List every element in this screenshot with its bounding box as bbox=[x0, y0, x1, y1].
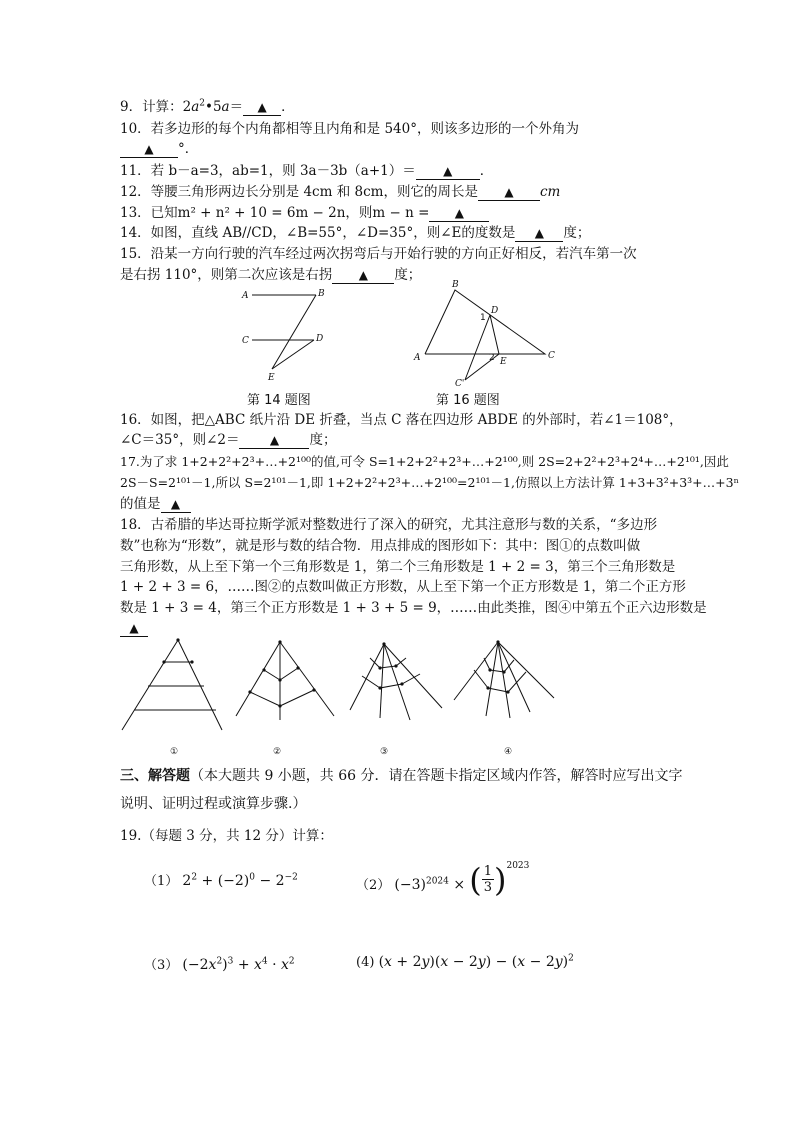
figure-16-caption: 第 16 题图 bbox=[436, 393, 500, 408]
answer-blank-13[interactable]: ▲ bbox=[429, 206, 489, 222]
fig14-label-e: E bbox=[268, 373, 275, 383]
fig16-angle-2: 2 bbox=[489, 353, 495, 363]
answer-blank-9[interactable]: ▲ bbox=[243, 100, 281, 116]
answer-blank-16[interactable]: ▲ bbox=[239, 433, 309, 449]
answer-blank-11[interactable]: ▲ bbox=[416, 164, 480, 180]
fig16-label-d: D bbox=[491, 306, 499, 316]
figure-16 bbox=[405, 278, 565, 390]
question-14: 14．如图，直线 AB//CD，∠B=55°，∠D=35°，则∠E的度数是 ▲ 度； bbox=[120, 225, 591, 241]
figure-14 bbox=[230, 284, 340, 384]
fig18-label-2: ② bbox=[273, 747, 282, 757]
question-16: 16．如图，把△ABC 纸片沿 DE 折叠，当点 C 落在四边形 ABDE 的外部时，若∠1＝108°， bbox=[120, 412, 683, 428]
question-18-line5: 数是 1 + 3 = 4，第三个正方形数是 1 + 3 + 5 = 9，……由此类推，图④中第五个正六边形数是 bbox=[120, 600, 707, 616]
question-19-part-2: （2） $(-3)^{2024}$ × ( $\frac{1}{3}$ )$^{2023}$ bbox=[356, 860, 530, 899]
question-18-line3: 三角形数，从上至下第一个三角形数是 1，第二个三角形数是 1 + 2 = 3，第三个三角形数是 bbox=[120, 559, 676, 575]
figure-18 bbox=[118, 636, 568, 762]
fig18-label-3: ③ bbox=[380, 747, 389, 757]
figure-14-caption: 第 14 题图 bbox=[247, 393, 311, 408]
question-16-line2: ∠C＝35°，则∠2＝ ▲ 度； bbox=[120, 432, 337, 448]
fig18-square bbox=[236, 642, 334, 720]
question-12: 12．等腰三角形两边长分别是 4cm 和 8cm，则它的周长是 ▲ cm bbox=[120, 184, 561, 200]
answer-blank-15[interactable]: ▲ bbox=[332, 268, 394, 284]
question-17-line3: 的值是 ▲ bbox=[120, 495, 191, 513]
question-18-line6 bbox=[120, 619, 148, 637]
question-13: 13．已知m² + n² + 10 = 6m − 2n，则m − n = ▲ bbox=[120, 204, 489, 222]
section-3-heading: 三、解答题（本大题共 9 小题，共 66 分．请在答题卡指定区域内作答，解答时应写出文字 bbox=[120, 768, 683, 784]
answer-blank-17[interactable]: ▲ bbox=[161, 497, 191, 513]
fig16-label-c: C bbox=[548, 351, 555, 361]
fig14-label-d: D bbox=[316, 334, 324, 344]
fig16-label-e: E bbox=[500, 357, 507, 367]
question-18-line2: 数”也称为“形数”，就是形与数的结合物．用点排成的图形如下：其中：图①的点数叫做 bbox=[120, 538, 641, 554]
question-19-title: 19.（每题 3 分，共 12 分）计算： bbox=[120, 828, 333, 844]
section-3-desc: 说明、证明过程或演算步骤.） bbox=[120, 796, 307, 812]
fig18-label-4: ④ bbox=[504, 747, 513, 757]
question-19-part-4: (4) $(x + 2y)(x - 2y) - (x - 2y)^2$ bbox=[356, 953, 574, 970]
question-15: 15．沿某一方向行驶的汽车经过两次拐弯后与开始行驶的方向正好相反，若汽车第一次 bbox=[120, 246, 637, 262]
question-17-line2: 2S－S=2¹⁰¹－1,所以 S=2¹⁰¹－1,即 1+2+2²+2³+…+2¹⁰⁰=2¹⁰¹－1,仿照以上方法计算 1+3+3²+3³+…+3ⁿ bbox=[120, 475, 739, 490]
fig14-label-c: C bbox=[242, 336, 249, 346]
fig16-label-b: B bbox=[452, 280, 459, 290]
fig18-hexagon bbox=[454, 642, 554, 718]
question-10: 10．若多边形的每个内角都相等且内角和是 540°，则该多边形的一个外角为 bbox=[120, 121, 579, 137]
fig16-label-a: A bbox=[414, 353, 421, 363]
question-15-line2: 是右拐 110°，则第二次应该是右拐 ▲ 度； bbox=[120, 267, 422, 283]
fig18-label-1: ① bbox=[170, 747, 179, 757]
fig16-label-c-prime: C' bbox=[455, 379, 465, 389]
question-9: 9．计算：$2a^2•5a=$ ▲ ． bbox=[120, 98, 295, 115]
fig14-label-a: A bbox=[242, 291, 249, 301]
answer-blank-18[interactable]: ▲ bbox=[120, 621, 148, 637]
question-17: 17.为了求 1+2+2²+2³+…+2¹⁰⁰的值,可令 S=1+2+2²+2³+…+2¹⁰⁰,则 2S=2+2²+2³+2⁴+…+2¹⁰¹,因此 bbox=[120, 454, 729, 469]
question-10-line2: ▲ °． bbox=[120, 140, 198, 158]
answer-blank-10[interactable]: ▲ bbox=[120, 142, 178, 158]
fig14-label-b: B bbox=[318, 289, 325, 299]
question-18-line4: 1 + 2 + 3 = 6，……图②的点数叫做正方形数，从上至下第一个正方形数是 1，第二个正方形 bbox=[120, 579, 686, 595]
question-11: 11．若 b－a=3，ab=1，则 3a－3b（a+1）＝ ▲ ． bbox=[120, 163, 494, 179]
fig18-triangle bbox=[122, 640, 222, 730]
fig16-angle-1: 1 bbox=[480, 313, 486, 323]
question-19-part-1: （1） $2^2 + (-2)^0 - 2^{-2}$ bbox=[144, 872, 298, 889]
question-18: 18．古希腊的毕达哥拉斯学派对整数进行了深入的研究，尤其注意形与数的关系，“多边形 bbox=[120, 517, 658, 533]
answer-blank-12[interactable]: ▲ bbox=[478, 185, 540, 201]
fig18-pentagon bbox=[350, 644, 442, 720]
question-19-part-3: （3） $(-2x^2)^3 + x^4 \cdot x^2$ bbox=[144, 956, 295, 973]
answer-blank-14[interactable]: ▲ bbox=[515, 226, 563, 242]
